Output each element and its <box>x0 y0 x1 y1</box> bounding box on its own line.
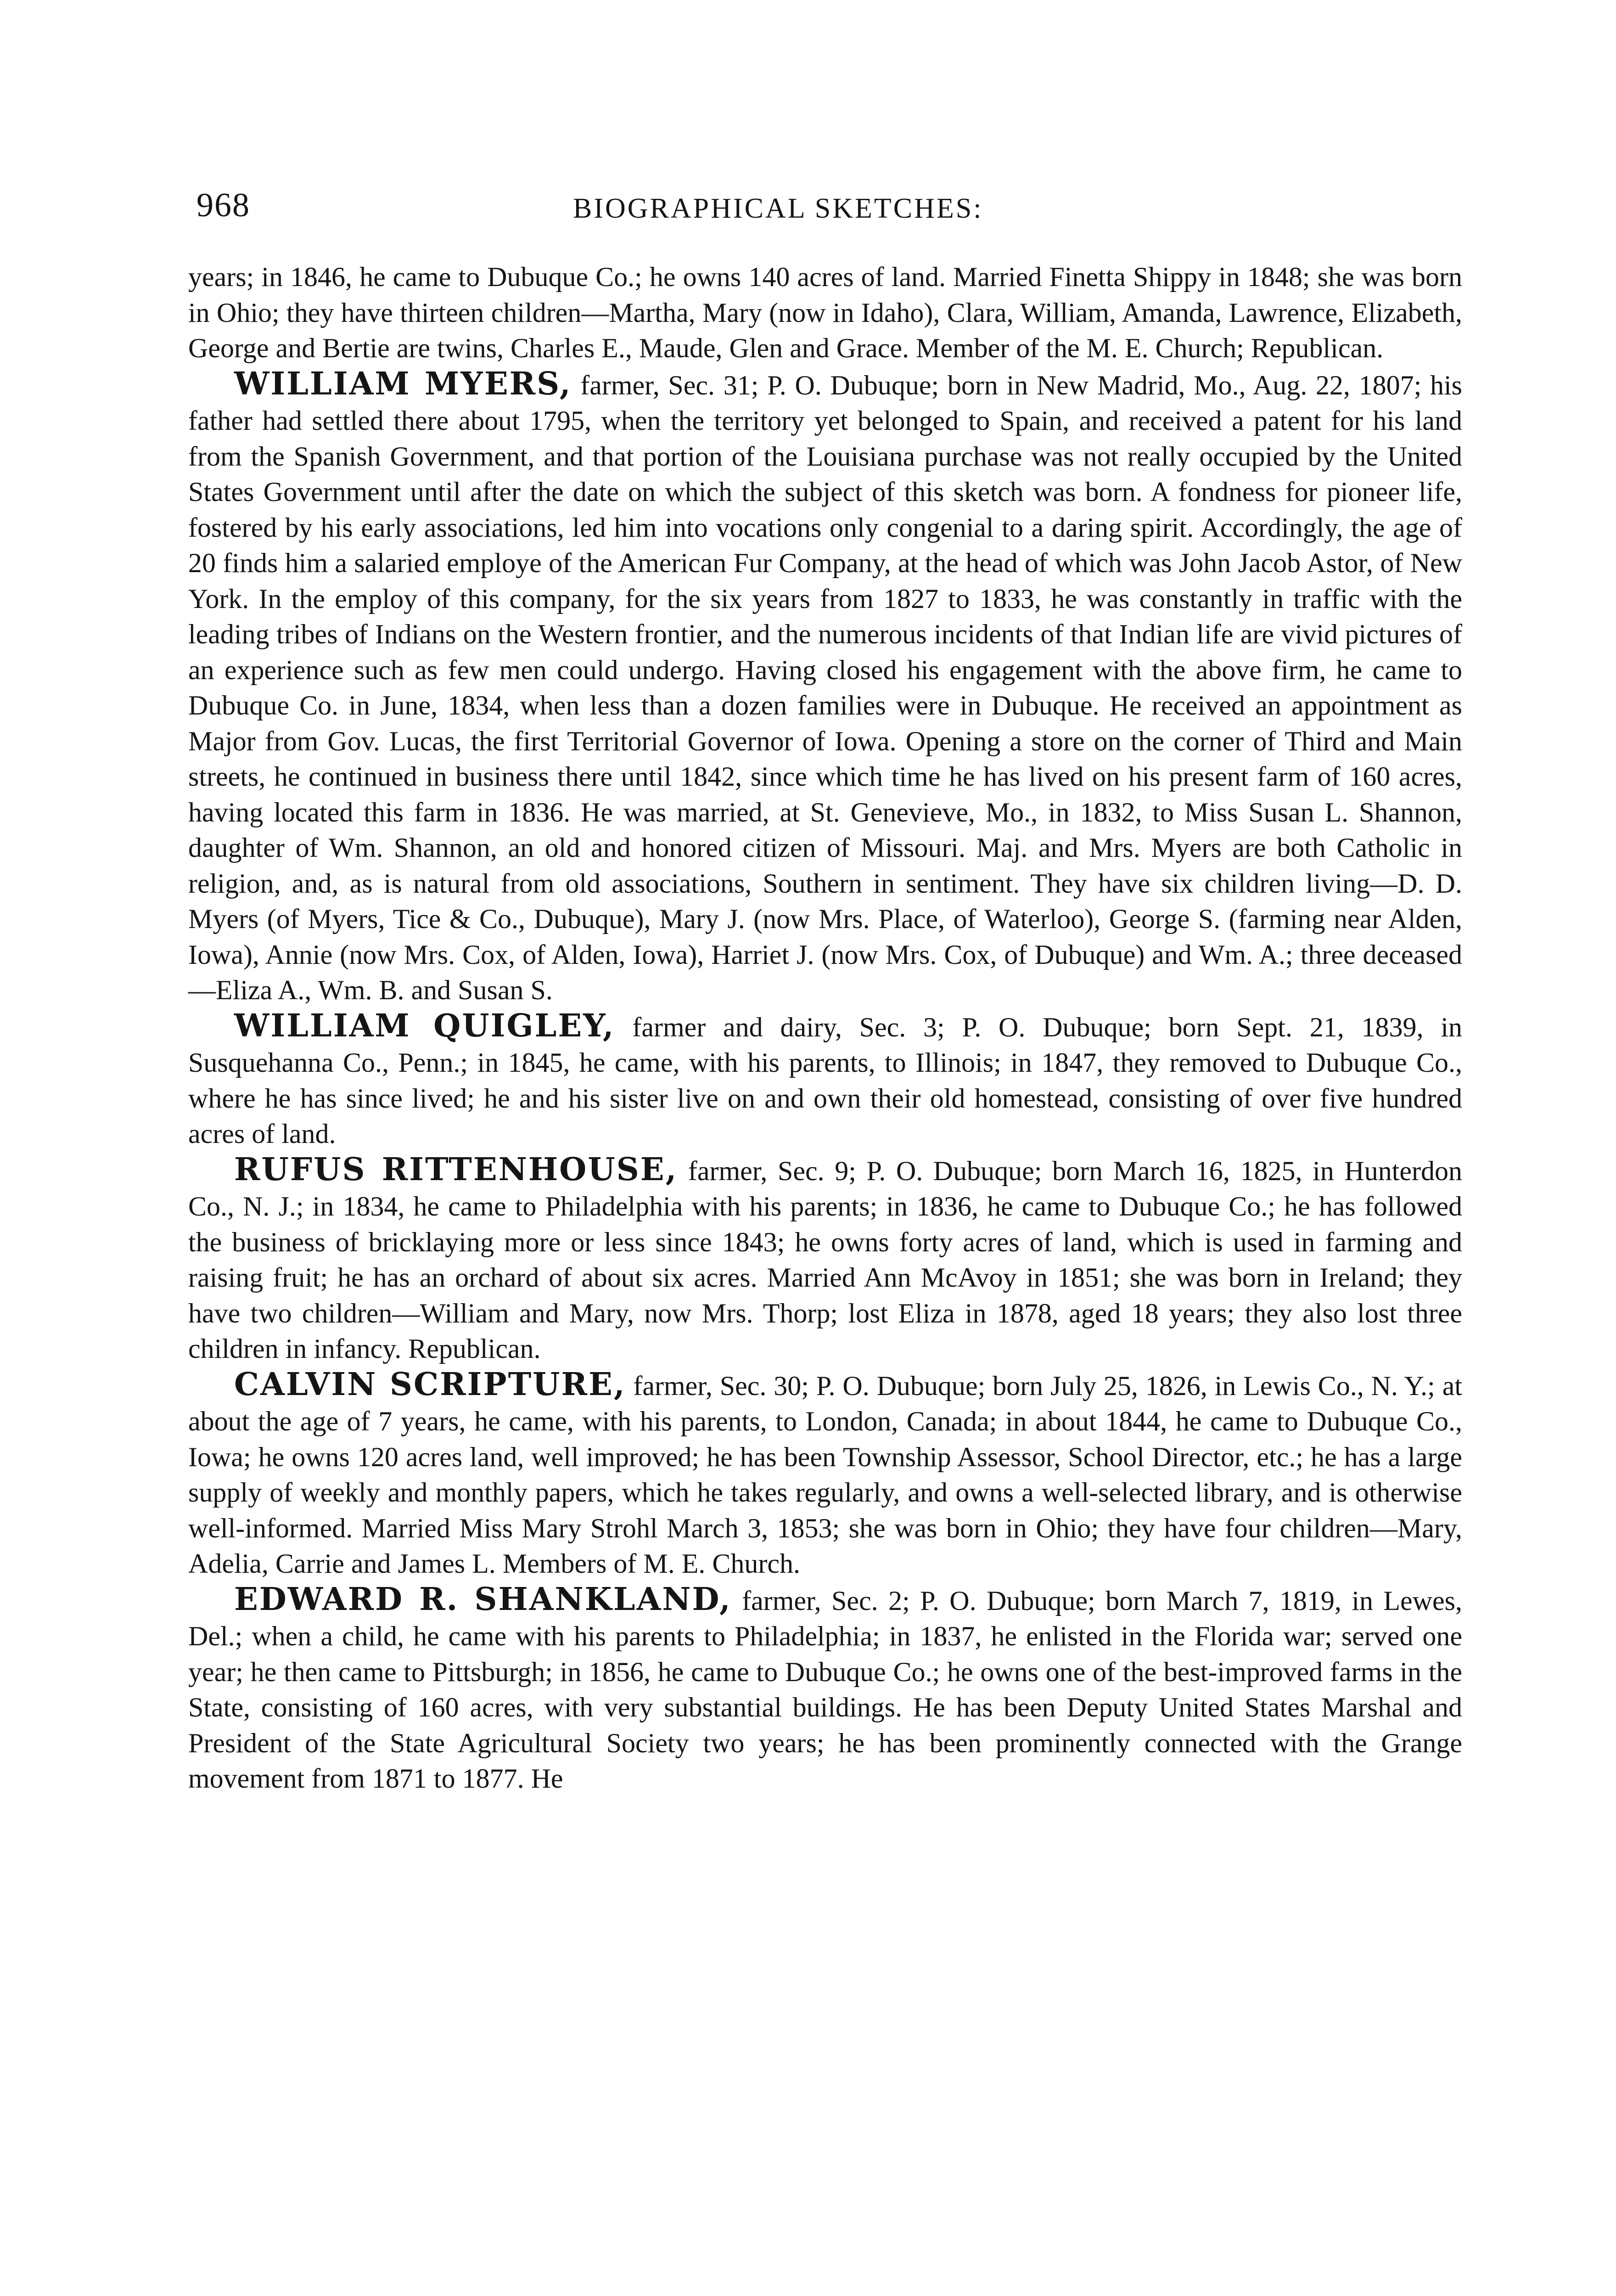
continuation-text: years; in 1846, he came to Dubuque Co.; he owns 140 acres of land. Married Finetta Shippy in 1848; she was born in Ohio; they have thirteen children—Martha, Mary (now in Idaho), Clara, William, Amanda, Lawrence, Elizabeth, George and Bertie are twins, Charles E., Maude, Glen and Grace. Member of the M. E. Church; Republican. <box>188 262 1462 363</box>
sketch-text: farmer and dairy, Sec. 3; P. O. Dubuque; born Sept. 21, 1839, in Susquehanna Co., Penn.; in 1845, he came, with his parents, to Illinois; in 1847, they removed to Dubuque Co., where he has since lived; he and his sister live on and own their old homestead, consisting of over five hundred acres of land. <box>188 1012 1462 1149</box>
sketch-william-myers <box>188 366 1462 1008</box>
page-header <box>196 180 1464 231</box>
sketch-rufus-rittenhouse <box>188 1152 1462 1367</box>
person-name: WILLIAM MYERS, <box>234 365 572 402</box>
biographical-sketches-text <box>188 259 1462 2296</box>
person-name: EDWARD R. SHANKLAND, <box>234 1581 732 1618</box>
sketch-edward-r-shankland <box>188 1582 1462 1797</box>
page-number: 968 <box>196 186 250 224</box>
person-name: CALVIN SCRIPTURE, <box>234 1366 626 1403</box>
sketch-calvin-scripture <box>188 1367 1462 1582</box>
sketch-text: farmer, Sec. 30; P. O. Dubuque; born July 25, 1826, in Lewis Co., N. Y.; at about the age of 7 years, he came, with his parents, to London, Canada; in about 1844, he came to Dubuque Co., Iowa; he owns 120 acres land, well improved; he has been Township Assessor, School Director, etc.; he has a large supply of weekly and monthly papers, which he takes regularly, and owns a well-selected library, and is otherwise well-informed. Married Miss Mary Strohl March 3, 1853; she was born in Ohio; they have four children—Mary, Adelia, Carrie and James L. Members of M. E. Church. <box>188 1370 1463 1579</box>
person-name: RUFUS RITTENHOUSE, <box>234 1151 678 1188</box>
continuation-paragraph <box>188 259 1462 366</box>
running-head: BIOGRAPHICAL SKETCHES: <box>573 193 983 224</box>
sketch-william-quigley <box>188 1008 1462 1152</box>
sketch-text: farmer, Sec. 9; P. O. Dubuque; born March 16, 1825, in Hunterdon Co., N. J.; in 1834, he came to Philadelphia with his parents; in 1836, he came to Dubuque Co.; he has followed the business of bricklaying more or less since 1843; he owns forty acres of land, which is used in farming and raising fruit; he has an orchard of about six acres. Married Ann McAvoy in 1851; she was born in Ireland; they have two children—William and Mary, now Mrs. Thorp; lost Eliza in 1878, aged 18 years; they also lost three children in infancy. Republican. <box>188 1155 1462 1364</box>
person-name: WILLIAM QUIGLEY, <box>234 1007 615 1044</box>
sketch-text: farmer, Sec. 31; P. O. Dubuque; born in New Madrid, Mo., Aug. 22, 1807; his father had settled there about 1795, when the territory yet belonged to Spain, and received a patent for his land from the Spanish Government, and that portion of the Louisiana purchase was not really occupied by the United States Government until after the date on which the subject of this sketch was born. A fondness for pioneer life, fostered by his early associations, led him into vocations only congenial to a daring spirit. Accordingly, the age of 20 finds him a salaried employe of the American Fur Company, at the head of which was John Jacob Astor, of New York. In the employ of this company, for the six years from 1827 to 1833, he was constantly in traffic with the leading tribes of Indians on the Western frontier, and the numerous incidents of that Indian life are vivid pictures of an experience such as few men could undergo. Having closed his engagement with the above firm, he came to Dubuque Co. in June, 1834, when less than a dozen families were in Dubuque. He received an appointment as Major from Gov. Lucas, the first Territorial Governor of Iowa. Opening a store on the corner of Third and Main streets, he continued in business there until 1842, since which time he has lived on his present farm of 160 acres, having located this farm in 1836. He was married, at St. Genevieve, Mo., in 1832, to Miss Susan L. Shannon, daughter of Wm. Shannon, an old and honored citizen of Missouri. Maj. and Mrs. Myers are both Catholic in religion, and, as is natural from old associations, Southern in sentiment. They have six children living—D. D. Myers (of Myers, Tice & Co., Dubuque), Mary J. (now Mrs. Place, of Waterloo), George S. (farming near Alden, Iowa), Annie (now Mrs. Cox, of Alden, Iowa), Harriet J. (now Mrs. Cox, of Dubuque) and Wm. A.; three deceased—Eliza A., Wm. B. and Susan S. <box>188 370 1462 1005</box>
sketch-text: farmer, Sec. 2; P. O. Dubuque; born March 7, 1819, in Lewes, Del.; when a child, he came with his parents to Philadelphia; in 1837, he enlisted in the Florida war; served one year; he then came to Pittsburgh; in 1856, he came to Dubuque Co.; he owns one of the best-improved farms in the State, consisting of 160 acres, with very substantial buildings. He has been Deputy United States Marshal and President of the State Agricultural Society two years; he has been prominently connected with the Grange movement from 1871 to 1877. He <box>188 1585 1462 1794</box>
